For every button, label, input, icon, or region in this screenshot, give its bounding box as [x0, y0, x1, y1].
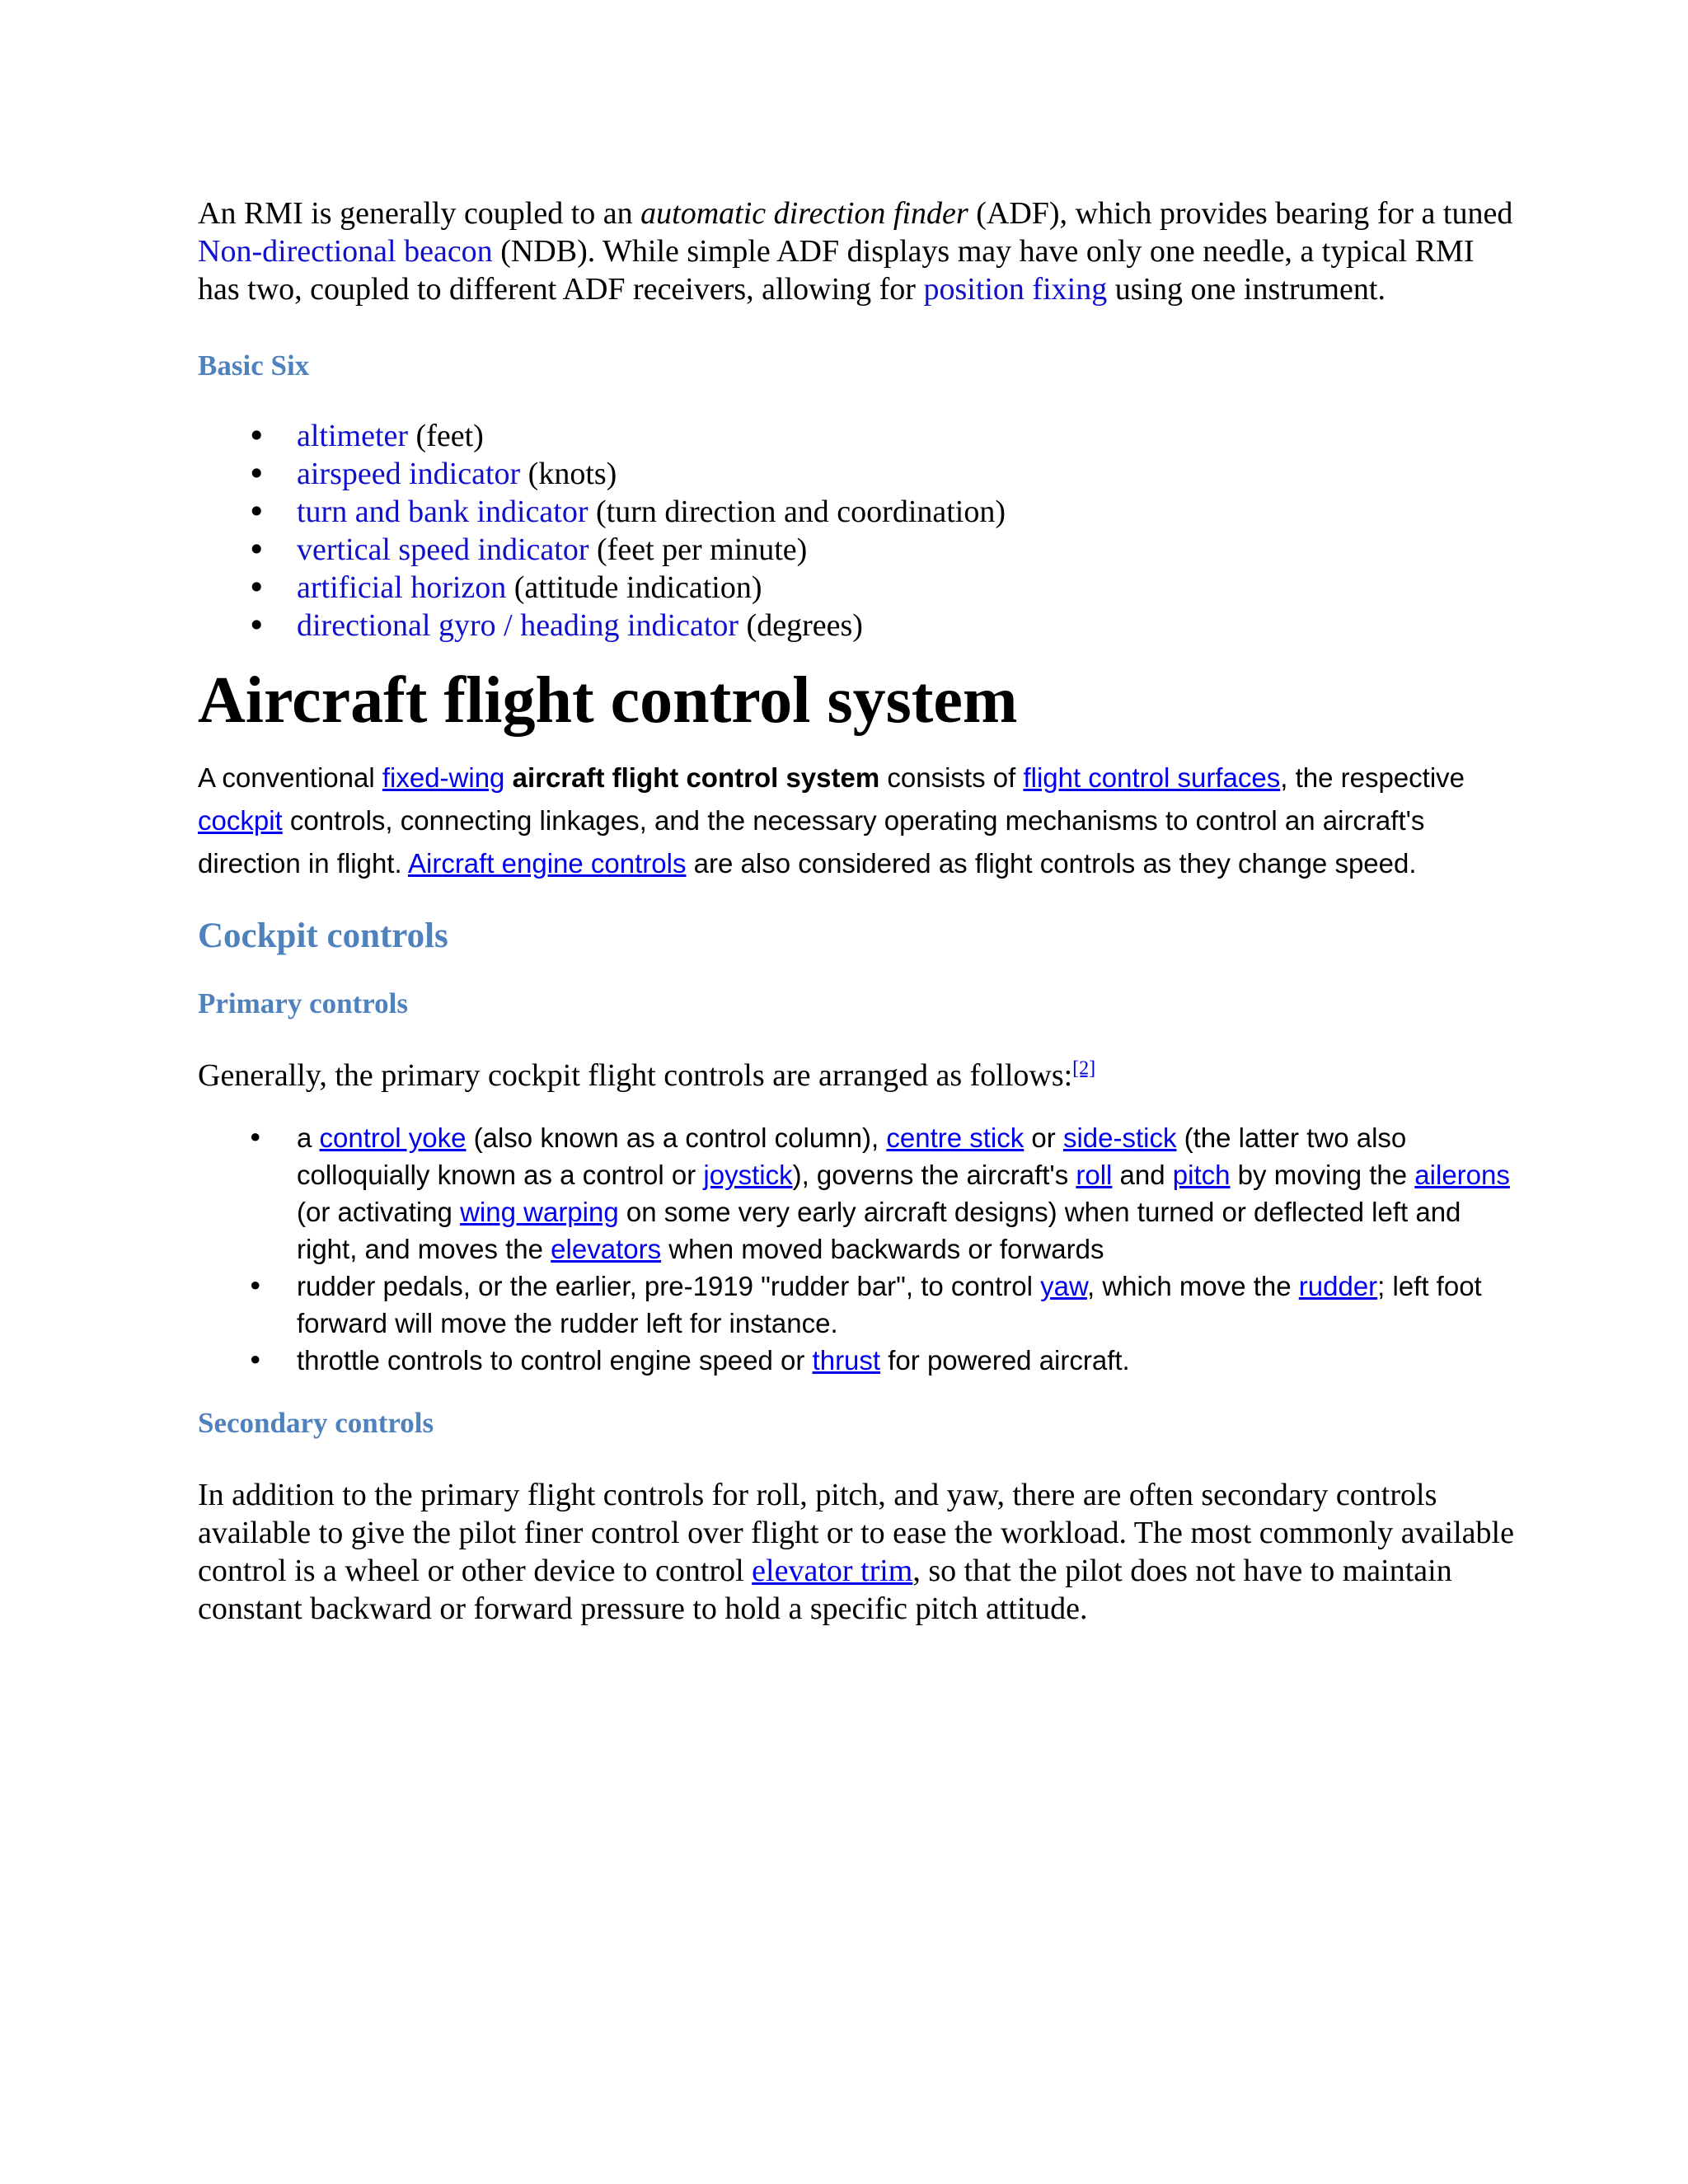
- rmi-paragraph: [198, 194, 1517, 308]
- list-item: [247, 607, 1517, 644]
- document-page: [198, 194, 1517, 1628]
- text: Generally, the primary cockpit flight controls are arranged as follows:: [198, 1058, 1073, 1093]
- reference-link[interactable]: [2]: [1072, 1057, 1096, 1080]
- text: (feet): [408, 419, 484, 453]
- page-title: Aircraft flight control system: [198, 664, 1018, 737]
- text: throttle controls to control engine speed or: [297, 1345, 813, 1376]
- bullet-icon: •: [247, 1344, 264, 1376]
- bullet-icon: •: [247, 418, 266, 454]
- list-item: [247, 417, 1517, 455]
- link-wing-warping[interactable]: wing warping: [460, 1197, 619, 1227]
- link-turn-and-bank-indicator[interactable]: turn and bank indicator: [297, 494, 588, 529]
- link-pitch[interactable]: pitch: [1172, 1160, 1231, 1190]
- text: A conventional: [198, 762, 382, 793]
- text: for powered aircraft.: [880, 1345, 1130, 1376]
- text: , the respective: [1280, 762, 1465, 793]
- bold-term: aircraft flight control system: [512, 762, 880, 793]
- bullet-icon: •: [247, 532, 266, 568]
- link-fixed-wing[interactable]: fixed-wing: [382, 762, 505, 793]
- heading-secondary-controls: Secondary controls: [198, 1407, 434, 1439]
- text: are also considered as flight controls as they change speed.: [686, 848, 1417, 879]
- text: (turn direction and coordination): [588, 494, 1006, 529]
- bullet-icon: •: [247, 1122, 264, 1154]
- link-side-stick[interactable]: side-stick: [1062, 1122, 1177, 1153]
- link-aircraft-engine-controls[interactable]: Aircraft engine controls: [407, 848, 687, 879]
- text: (attitude indication): [506, 570, 762, 605]
- heading-basic-six: Basic Six: [198, 349, 310, 382]
- link-non-directional-beacon[interactable]: Non-directional beacon: [198, 234, 493, 269]
- text: ), governs the aircraft's: [792, 1160, 1076, 1190]
- text: (also known as a control column),: [466, 1122, 887, 1153]
- bullet-icon: •: [247, 494, 266, 530]
- heading-cockpit-controls: Cockpit controls: [198, 916, 448, 955]
- text: [504, 762, 512, 793]
- link-airspeed-indicator[interactable]: airspeed indicator: [297, 457, 521, 491]
- text: , so that the pilot does not have to maintain constant backward or forward pressure to hold a specific pitch attitude.: [198, 1554, 1452, 1626]
- link-rudder[interactable]: rudder: [1298, 1271, 1378, 1301]
- list-item: [247, 1342, 1517, 1379]
- basic-six-list: [198, 417, 1517, 644]
- bullet-icon: •: [247, 607, 266, 644]
- text: (degrees): [738, 608, 863, 643]
- italic-term: automatic direction finder: [640, 196, 968, 231]
- list-item: [247, 493, 1517, 531]
- list-item: [247, 531, 1517, 569]
- text: consists of: [879, 762, 1024, 793]
- text: (feet per minute): [588, 532, 808, 567]
- text: (NDB). While simple ADF displays may have only one needle, a typical RMI has two, coupled to different ADF receivers, allowing for: [198, 234, 1475, 307]
- link-vertical-speed-indicator[interactable]: vertical speed indicator: [297, 532, 589, 567]
- text: ; left foot forward will move the rudder left for instance.: [297, 1271, 1482, 1338]
- primary-intro: [198, 1057, 1517, 1094]
- text: by moving the: [1230, 1160, 1415, 1190]
- link-elevator-trim[interactable]: elevator trim: [752, 1554, 913, 1588]
- heading-primary-controls: Primary controls: [198, 987, 408, 1019]
- text: In addition to the primary flight controls for roll, pitch, and yaw, there are often secondary controls available to give the pilot finer control over flight or to ease the workload. The most commonly available control is a wheel or other device to control: [198, 1478, 1514, 1588]
- link-thrust[interactable]: thrust: [812, 1345, 881, 1376]
- bullet-icon: •: [247, 1270, 264, 1302]
- link-elevators[interactable]: elevators: [551, 1234, 662, 1264]
- link-ailerons[interactable]: ailerons: [1414, 1160, 1510, 1190]
- list-item: [247, 1268, 1517, 1342]
- text: and: [1112, 1160, 1173, 1190]
- link-control-yoke[interactable]: control yoke: [319, 1122, 467, 1153]
- afcs-paragraph: [198, 757, 1517, 885]
- text: rudder pedals, or the earlier, pre-1919 "rudder bar", to control: [297, 1271, 1041, 1301]
- link-roll[interactable]: roll: [1076, 1160, 1113, 1190]
- link-flight-control-surfaces[interactable]: flight control surfaces: [1023, 762, 1281, 793]
- bullet-icon: •: [247, 569, 266, 606]
- text: An RMI is generally coupled to an: [198, 196, 641, 231]
- link-position-fixing[interactable]: position fixing: [923, 272, 1108, 307]
- list-item: [247, 569, 1517, 607]
- link-joystick[interactable]: joystick: [703, 1160, 793, 1190]
- text: or: [1024, 1122, 1063, 1153]
- text: a: [297, 1122, 320, 1153]
- text: (ADF), which provides bearing for a tuned: [968, 196, 1513, 231]
- text: using one instrument.: [1107, 272, 1386, 307]
- text: when moved backwards or forwards: [661, 1234, 1104, 1264]
- link-cockpit[interactable]: cockpit: [198, 805, 283, 836]
- list-item: [247, 455, 1517, 493]
- link-altimeter[interactable]: altimeter: [297, 419, 409, 453]
- link-centre-stick[interactable]: centre stick: [886, 1122, 1025, 1153]
- primary-controls-list: [198, 1119, 1517, 1379]
- link-artificial-horizon[interactable]: artificial horizon: [297, 570, 507, 605]
- text: on some very early aircraft designs) when turned or deflected left and right, and moves the: [297, 1197, 1461, 1264]
- link-yaw[interactable]: yaw: [1040, 1271, 1087, 1301]
- text: , which move the: [1086, 1271, 1299, 1301]
- text: (the latter two also colloquially known as a control or: [297, 1122, 1407, 1190]
- text: controls, connecting linkages, and the necessary operating mechanisms to control an aircraft's direction in flight.: [198, 805, 1425, 879]
- text: (knots): [520, 457, 617, 491]
- text: (or activating: [297, 1197, 461, 1227]
- bullet-icon: •: [247, 456, 266, 492]
- link-directional-gyro[interactable]: directional gyro / heading indicator: [297, 608, 739, 643]
- list-item: [247, 1119, 1517, 1268]
- secondary-paragraph: [198, 1476, 1517, 1628]
